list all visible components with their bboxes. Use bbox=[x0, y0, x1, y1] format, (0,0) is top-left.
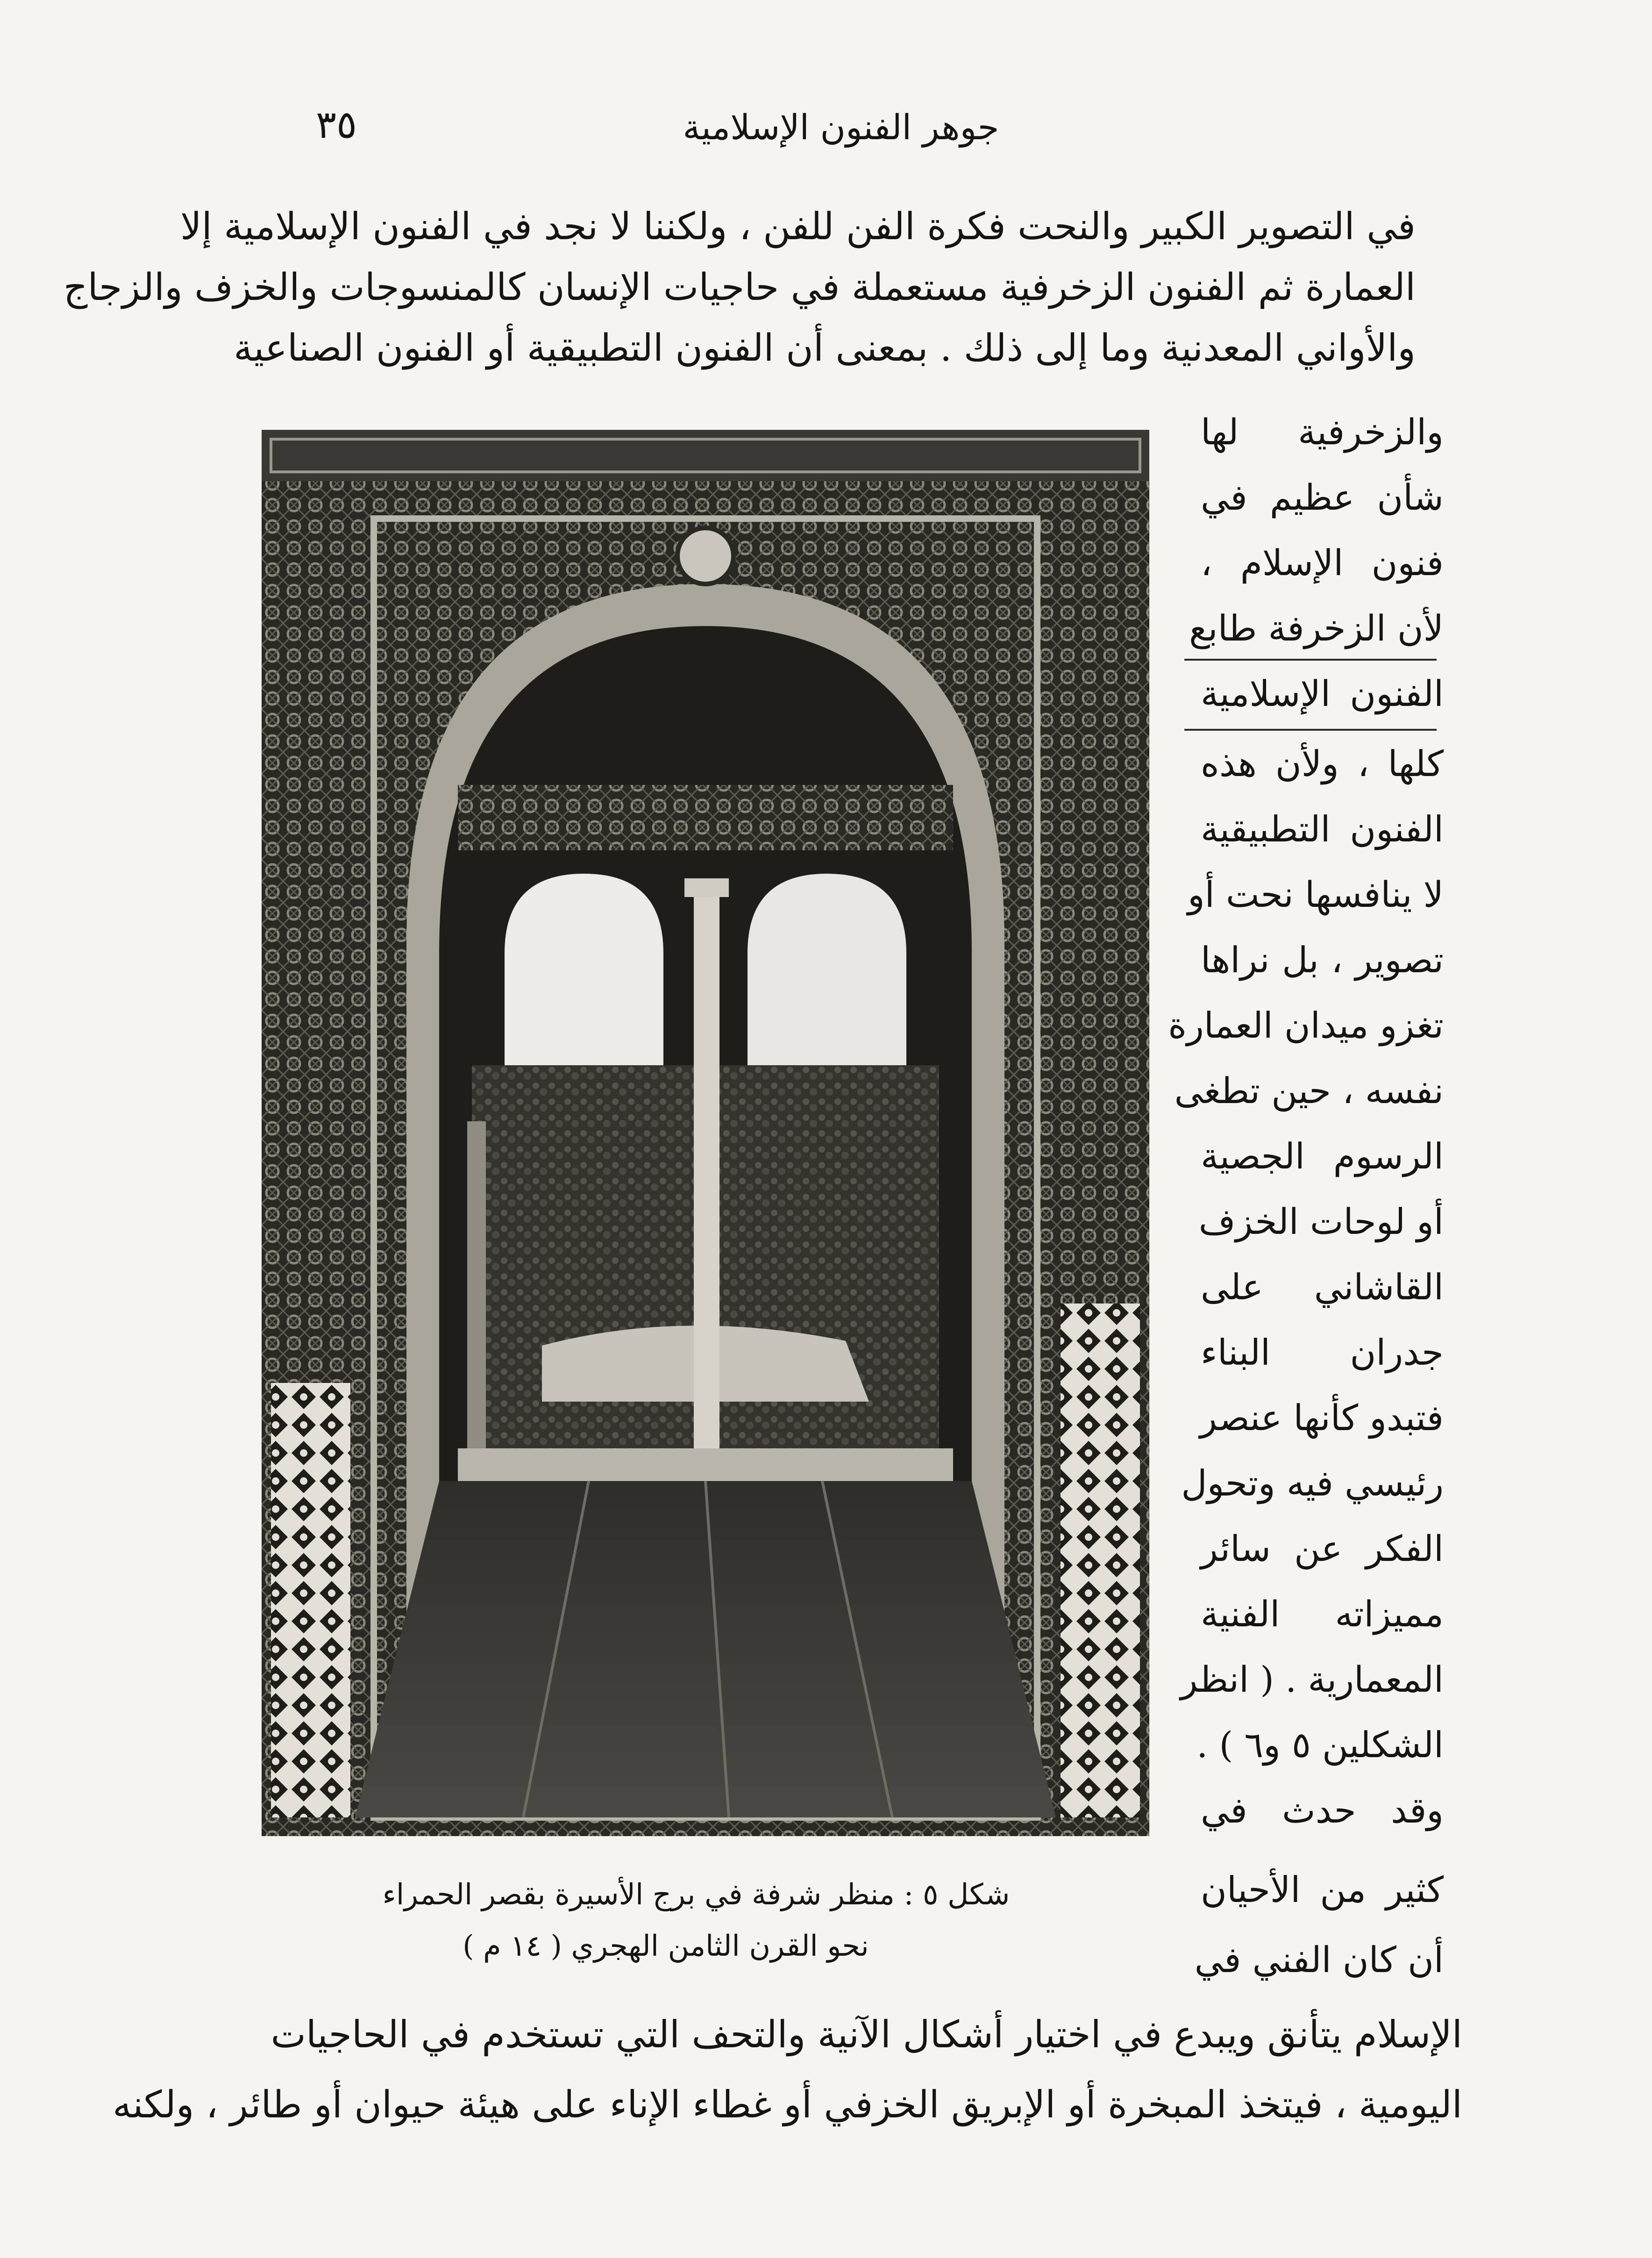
text-line: اليومية ، فيتخذ المبخرة أو الإبريق الخزفي أو غطاء الإناء على هيئة حيوان أو طائر ، ولكنه bbox=[113, 2083, 1462, 2126]
column-rule bbox=[1184, 659, 1437, 661]
text-line: كثير من الأحيان bbox=[1201, 1869, 1444, 1910]
text-line: جدران البناء bbox=[1201, 1332, 1444, 1373]
text-line: مميزاته الفنية bbox=[1201, 1593, 1444, 1635]
text-line: الفنون التطبيقية bbox=[1201, 808, 1444, 850]
text-line: في التصوير الكبير والنحت فكرة الفن للفن ، ولكننا لا نجد في الفنون الإسلامية إلا bbox=[180, 205, 1416, 248]
text-line: الشكلين ٥ و٦ ) . bbox=[1196, 1724, 1444, 1766]
running-title: جوهر الفنون الإسلامية bbox=[683, 107, 999, 148]
figure-caption-line2: نحو القرن الثامن الهجري ( ١٤ م ) bbox=[463, 1929, 869, 1963]
text-line: الفنون الإسلامية bbox=[1201, 673, 1444, 714]
text-line: لأن الزخرفة طابع bbox=[1189, 607, 1444, 649]
figure-photo-alhambra-balcony bbox=[262, 430, 1149, 1836]
photo-illustration bbox=[262, 430, 1149, 1836]
text-line: شأن عظيم في bbox=[1201, 477, 1444, 518]
text-line: كلها ، ولأن هذه bbox=[1201, 743, 1444, 784]
text-line: أن كان الفني في bbox=[1194, 1939, 1444, 1980]
text-line: الإسلام يتأنق ويبدع في اختيار أشكال الآنية والتحف التي تستخدم في الحاجيات bbox=[271, 2013, 1462, 2056]
text-line: العمارة ثم الفنون الزخرفية مستعملة في حاجيات الإنسان كالمنسوجات والخزف والزجاج bbox=[63, 265, 1416, 309]
text-line: والزخرفية لها bbox=[1201, 411, 1444, 453]
text-line: وقد حدث في bbox=[1201, 1789, 1444, 1831]
text-line: نفسه ، حين تطغى bbox=[1174, 1070, 1444, 1111]
text-line: لا ينافسها نحت أو bbox=[1187, 874, 1444, 915]
text-line: الفكر عن سائر bbox=[1201, 1528, 1444, 1569]
figure-caption-line1: شكل ٥ : منظر شرفة في برج الأسيرة بقصر الحمراء bbox=[382, 1877, 1010, 1911]
text-line: تصوير ، بل نراها bbox=[1201, 939, 1444, 981]
text-line: فتبدو كأنها عنصر bbox=[1200, 1397, 1444, 1439]
text-line: المعمارية . ( انظر bbox=[1180, 1659, 1444, 1700]
page-number: ٣٥ bbox=[315, 103, 357, 147]
column-rule bbox=[1184, 729, 1437, 731]
text-line: تغزو ميدان العمارة bbox=[1168, 1004, 1444, 1046]
text-line: رئيسي فيه وتحول bbox=[1181, 1462, 1444, 1504]
text-line: القاشاني على bbox=[1201, 1266, 1444, 1308]
text-line: أو لوحات الخزف bbox=[1198, 1201, 1444, 1242]
text-line: فنون الإسلام ، bbox=[1201, 542, 1444, 584]
text-line: الرسوم الجصية bbox=[1201, 1135, 1444, 1177]
text-line: والأواني المعدنية وما إلى ذلك . بمعنى أن الفنون التطبيقية أو الفنون الصناعية bbox=[234, 326, 1416, 370]
